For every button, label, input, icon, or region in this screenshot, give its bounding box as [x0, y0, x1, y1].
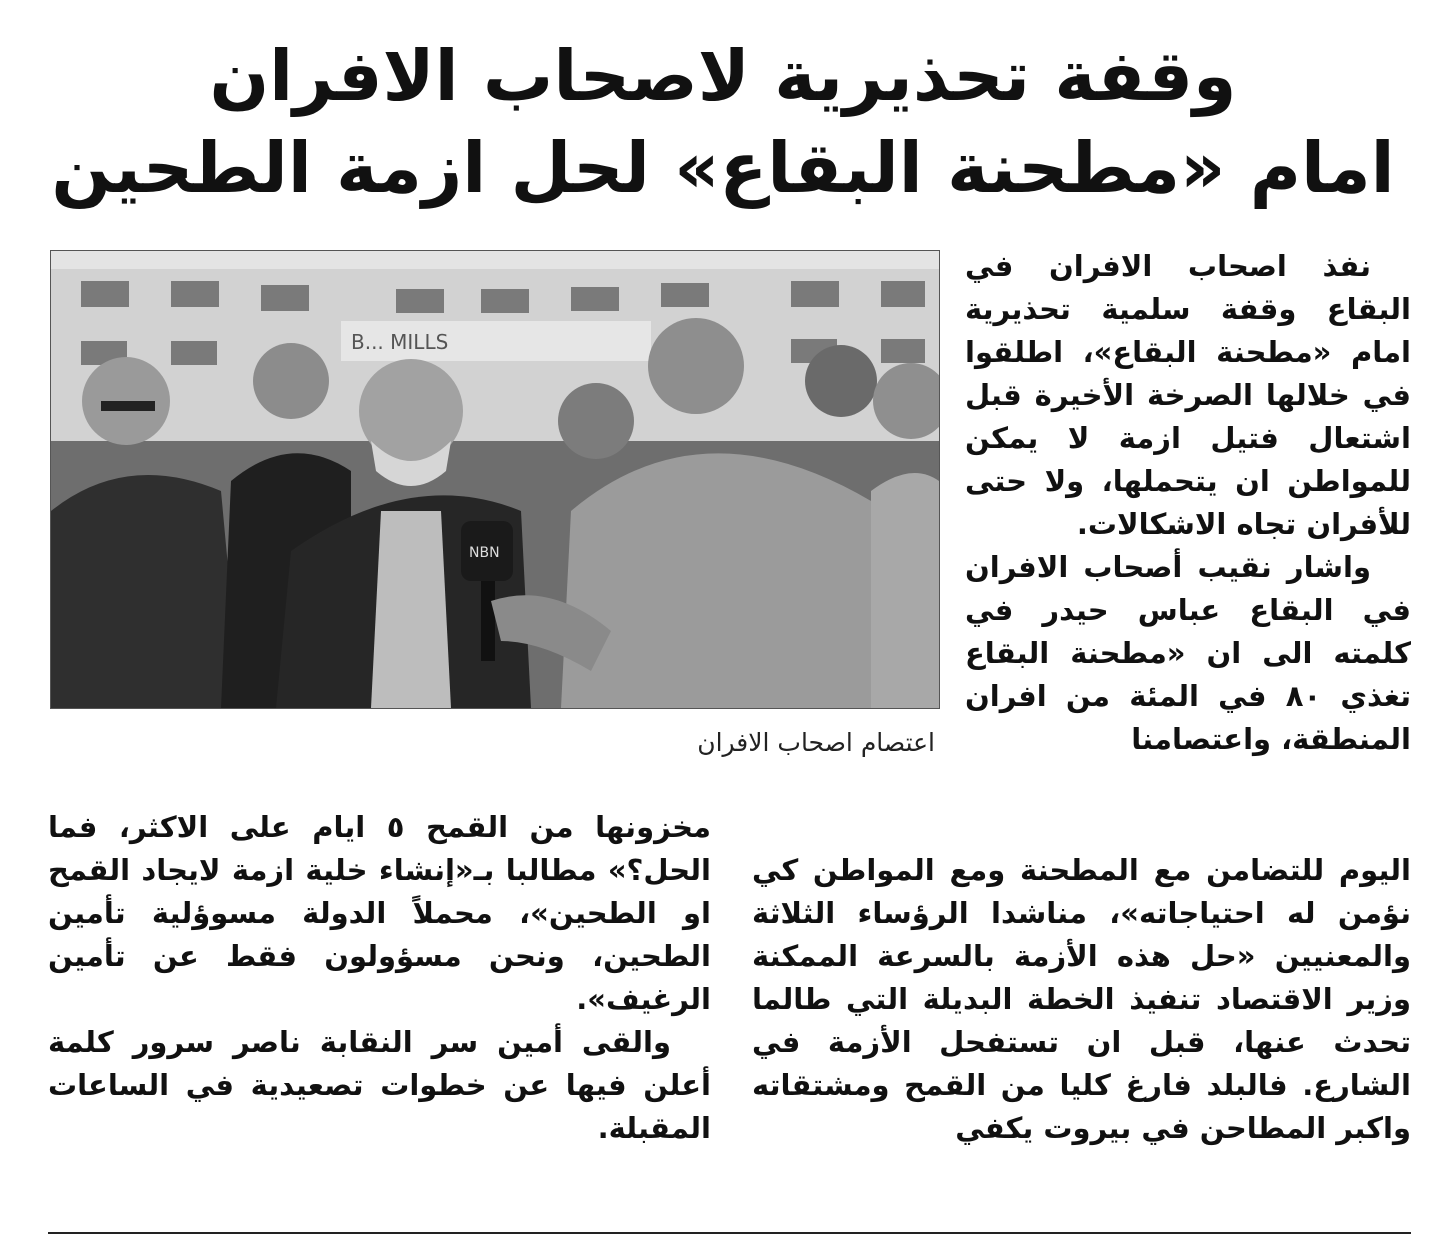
article-paragraph: اليوم للتضامن مع المطحنة ومع المواطن كي نؤمن له احتياجاته»، مناشدا الرؤساء الثلاثة والمعنيين «حل هذه الأزمة بالسرعة الممكنة وزير الاقتصاد تنفيذ الخطة البديلة التي طالما تحدث عنها، قبل ان تستفحل الأزمة في الشارع. فالبلد فارغ كليا من القمح ومشتقاته واكبر المطاحن في بيروت يكفي — [752, 853, 1411, 1145]
article-paragraph: نفذ اصحاب الافران في البقاع وقفة سلمية تحذيرية امام «مطحنة البقاع»، اطلقوا في خلالها الصرخة الأخيرة قبل اشتعال فتيل ازمة لا يمكن للمواطن ان يتحملها، ولا حتى للأفران تجاه الاشكالات. — [965, 249, 1411, 541]
article-paragraph: مخزونها من القمح ٥ ايام على الاكثر، فما الحل؟» مطالبا بـ«إنشاء خلية ازمة لايجاد القمح او الطحين»، محملاً الدولة مسوؤلية تأمين الطحين، ونحن مسؤولون فقط عن تأمين الرغيف». — [48, 810, 711, 1016]
news-photo — [50, 250, 940, 709]
mic-logo: NBN — [469, 545, 500, 561]
bottom-divider — [48, 1232, 1411, 1234]
shop-sign-text: B... MILLS — [351, 330, 449, 354]
headline — [40, 30, 1406, 214]
article-paragraph: والقى أمين سر النقابة ناصر سرور كلمة أعلن فيها عن خطوات تصعيدية في الساعات المقبلة. — [48, 1025, 711, 1145]
article-column-left — [48, 806, 711, 1196]
photo-caption: اعتصام اصحاب الافران — [697, 728, 935, 757]
headline-line-1: وقفة تحذيرية لاصحاب الافران — [209, 35, 1237, 117]
protest-photo-illustration — [51, 251, 939, 708]
article-column-right-top — [965, 245, 1411, 805]
headline-line-2: امام «مطحنة البقاع» لحل ازمة الطحين — [51, 127, 1395, 209]
article-paragraph: واشار نقيب أصحاب الافران في البقاع عباس حيدر في كلمته الى ان «مطحنة البقاع تغذي ٨٠ في المئة من افران المنطقة، واعتصامنا — [965, 550, 1411, 756]
article-column-right-bottom — [752, 849, 1411, 1199]
